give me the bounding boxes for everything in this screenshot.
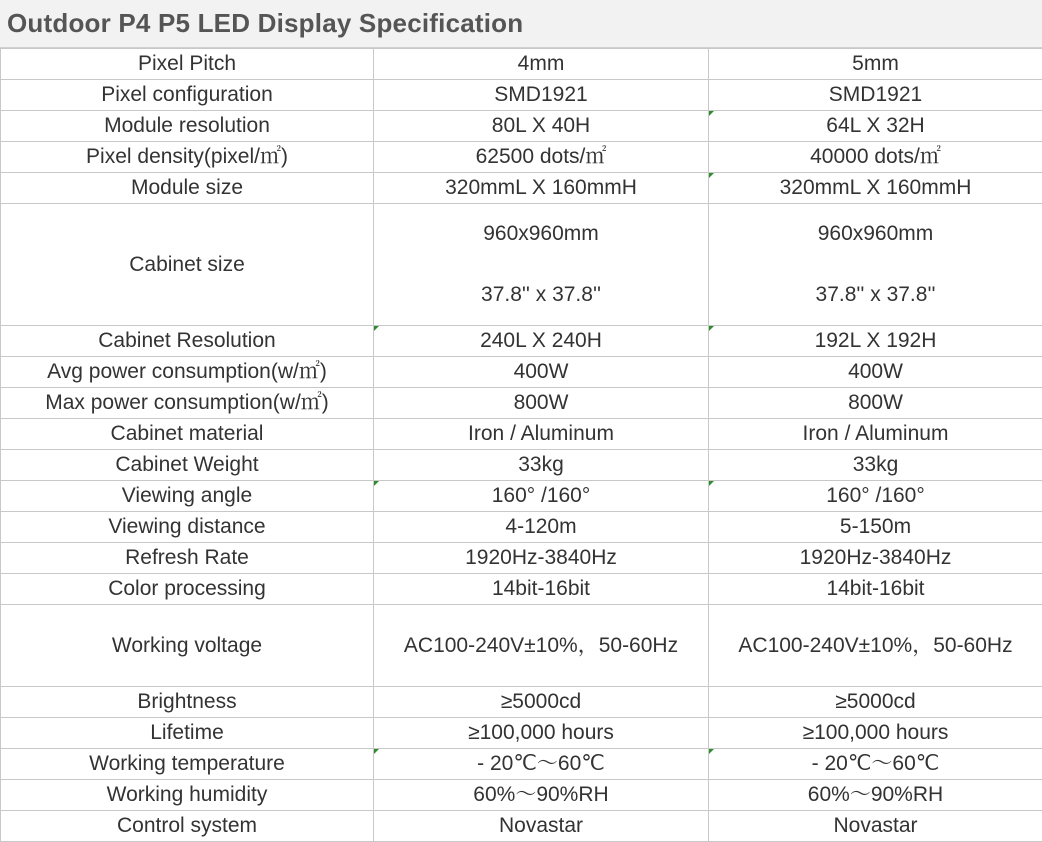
spec-value-p4: 240L X 240H	[374, 326, 709, 357]
spec-value-p5: 192L X 192H	[709, 326, 1042, 357]
spec-value-p4: AC100-240V±10%，50-60Hz	[374, 605, 709, 687]
table-row	[1, 749, 1042, 780]
spec-label: Lifetime	[1, 718, 374, 749]
table-row	[1, 388, 1042, 419]
spec-label: Working temperature	[1, 749, 374, 780]
table-row	[1, 419, 1042, 450]
spec-value-p5: 14bit-16bit	[709, 574, 1042, 605]
spec-value-p4: 33kg	[374, 450, 709, 481]
spec-label: Module size	[1, 173, 374, 204]
spec-value-p4: 14bit-16bit	[374, 574, 709, 605]
spec-value-p5: 160° /160°	[709, 481, 1042, 512]
spec-label: Max power consumption(w/㎡)	[1, 388, 374, 419]
spec-value-p5: Novastar	[709, 811, 1042, 842]
table-row	[1, 80, 1042, 111]
spec-value-p5: ≥5000cd	[709, 687, 1042, 718]
spec-value-p5: 400W	[709, 357, 1042, 388]
spec-value-p4: SMD1921	[374, 80, 709, 111]
page-title: Outdoor P4 P5 LED Display Specification	[7, 8, 523, 39]
spec-label: Color processing	[1, 574, 374, 605]
spec-value-p4: Iron / Aluminum	[374, 419, 709, 450]
spec-value-p4: 400W	[374, 357, 709, 388]
table-row	[1, 780, 1042, 811]
spec-value-p4: Novastar	[374, 811, 709, 842]
spec-label: Cabinet Weight	[1, 450, 374, 481]
spec-value-p4: 4-120m	[374, 512, 709, 543]
spec-value-p5: 64L X 32H	[709, 111, 1042, 142]
spec-label: Cabinet material	[1, 419, 374, 450]
spacer	[709, 246, 1042, 283]
table-row	[1, 111, 1042, 142]
spec-value-p5: 5-150m	[709, 512, 1042, 543]
table-row	[1, 481, 1042, 512]
spec-value-p4: 800W	[374, 388, 709, 419]
spec-value-p5: SMD1921	[709, 80, 1042, 111]
spec-value-line: 960x960mm	[374, 222, 708, 246]
spec-value-p5: 60%～90%RH	[709, 780, 1042, 811]
table-row	[1, 204, 1042, 326]
table-row	[1, 357, 1042, 388]
spec-label: Refresh Rate	[1, 543, 374, 574]
spec-value-p5: 1920Hz-3840Hz	[709, 543, 1042, 574]
spec-label: Cabinet size	[1, 204, 374, 326]
spec-value-p5: ≥100,000 hours	[709, 718, 1042, 749]
spec-label: Viewing distance	[1, 512, 374, 543]
table-row	[1, 574, 1042, 605]
spec-value-p4	[374, 204, 709, 326]
table-row	[1, 811, 1042, 842]
spec-value-line: 37.8'' x 37.8''	[374, 283, 708, 307]
spec-table	[0, 48, 1042, 842]
spec-value-p4: ≥100,000 hours	[374, 718, 709, 749]
spec-value-p5: 320mmL X 160mmH	[709, 173, 1042, 204]
spec-value-p4: 62500 dots/㎡	[374, 142, 709, 173]
table-row	[1, 49, 1042, 80]
table-row	[1, 687, 1042, 718]
spec-label: Module resolution	[1, 111, 374, 142]
spec-value-p4: - 20℃～60℃	[374, 749, 709, 780]
spec-value-p4: 60%～90%RH	[374, 780, 709, 811]
spacer	[374, 246, 708, 283]
spec-value-p5: 5mm	[709, 49, 1042, 80]
spec-value-p5: Iron / Aluminum	[709, 419, 1042, 450]
table-row	[1, 142, 1042, 173]
spec-label: Working voltage	[1, 605, 374, 687]
spec-label: Pixel configuration	[1, 80, 374, 111]
spec-value-p4: 320mmL X 160mmH	[374, 173, 709, 204]
table-row	[1, 173, 1042, 204]
table-row	[1, 718, 1042, 749]
spec-value-p5: 40000 dots/㎡	[709, 142, 1042, 173]
spec-value-line: 37.8'' x 37.8''	[709, 283, 1042, 307]
spec-value-p5: AC100-240V±10%，50-60Hz	[709, 605, 1042, 687]
spec-value-p4: 80L X 40H	[374, 111, 709, 142]
table-row	[1, 543, 1042, 574]
spec-label: Working humidity	[1, 780, 374, 811]
spec-label: Control system	[1, 811, 374, 842]
spec-value-p4: 160° /160°	[374, 481, 709, 512]
spec-value-p5: - 20℃～60℃	[709, 749, 1042, 780]
spec-value-p4: ≥5000cd	[374, 687, 709, 718]
spec-value-p4: 4mm	[374, 49, 709, 80]
spec-label: Pixel density(pixel/㎡)	[1, 142, 374, 173]
spec-value-line: 960x960mm	[709, 222, 1042, 246]
table-row	[1, 450, 1042, 481]
spec-value-p4: 1920Hz-3840Hz	[374, 543, 709, 574]
table-row	[1, 605, 1042, 687]
spec-label: Viewing angle	[1, 481, 374, 512]
spec-label: Cabinet Resolution	[1, 326, 374, 357]
table-row	[1, 326, 1042, 357]
spec-label: Pixel Pitch	[1, 49, 374, 80]
spec-value-p5: 33kg	[709, 450, 1042, 481]
spec-value-p5: 800W	[709, 388, 1042, 419]
table-row	[1, 512, 1042, 543]
page-title-bar	[0, 0, 1042, 48]
spec-value-p5	[709, 204, 1042, 326]
spec-label: Brightness	[1, 687, 374, 718]
spec-label: Avg power consumption(w/㎡)	[1, 357, 374, 388]
